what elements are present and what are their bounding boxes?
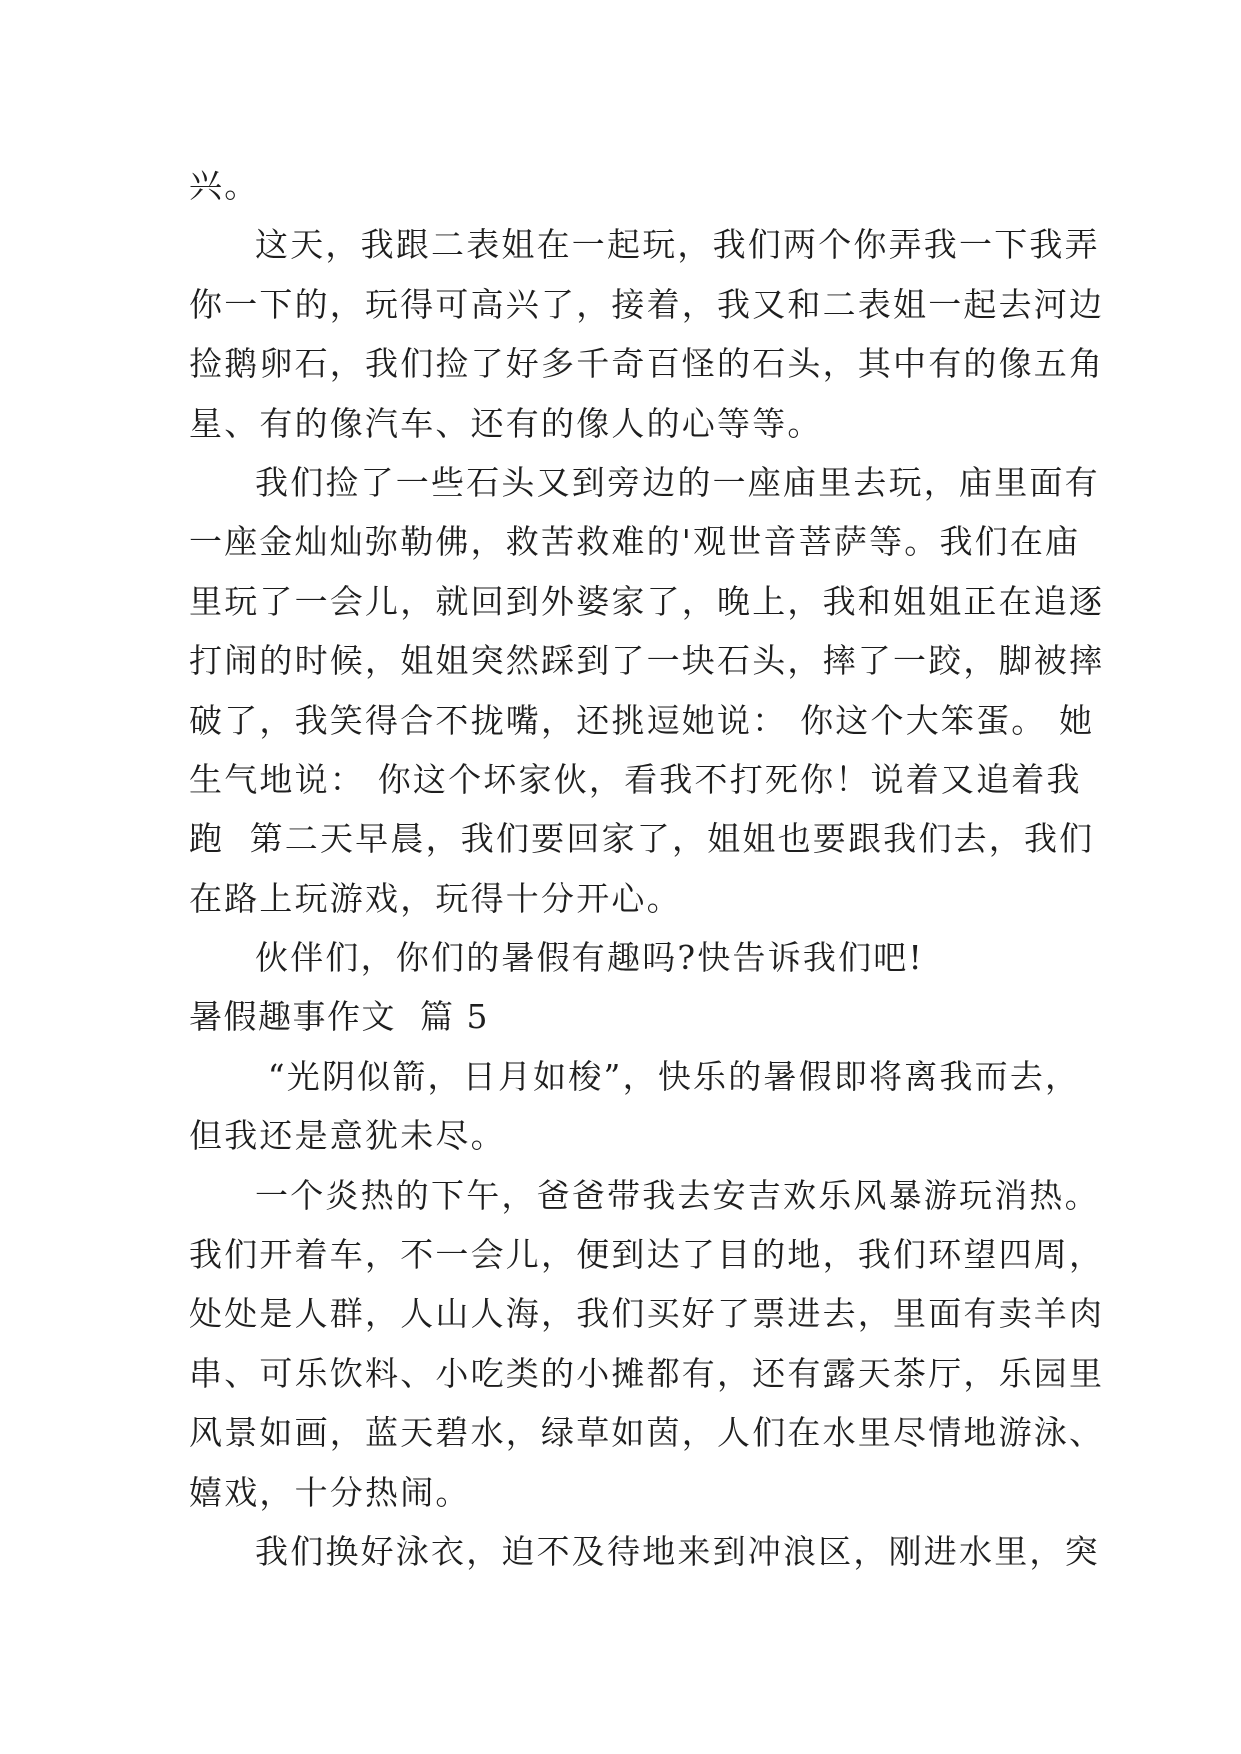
text-line: 跑 第二天早晨，我们要回家了，姐姐也要跟我们去，我们 [189, 819, 1095, 859]
text-line: 在路上玩游戏，玩得十分开心。 [189, 878, 682, 918]
text-line: 破了，我笑得合不拢嘴，还挑逗她说： 你这个大笨蛋。 她 [189, 700, 1095, 740]
paragraph-start: 我们捡了一些石头又到旁边的一座庙里去玩，庙里面有 [255, 462, 1100, 502]
text-line: 处处是人群，人山人海，我们买好了票进去，里面有卖羊肉 [189, 1294, 1105, 1334]
text-line: 兴。 [189, 166, 260, 205]
text-line: 嬉戏，十分热闹。 [189, 1472, 471, 1512]
text-line: 串、可乐饮料、小吃类的小摊都有，还有露天茶厅，乐园里 [189, 1353, 1105, 1393]
text-line: 捡鹅卵石，我们捡了好多千奇百怪的石头，其中有的像五角 [189, 344, 1105, 384]
document-body [189, 156, 1105, 1581]
text-line: 星、有的像汽车、还有的像人的心等等。 [189, 403, 823, 443]
text-line: 一座金灿灿弥勒佛，救苦救难的'观世音菩萨等。我们在庙 [189, 522, 1081, 562]
text-line: 我们开着车，不一会儿，便到达了目的地，我们环望四周， [189, 1235, 1105, 1275]
paragraph-start: 伙伴们，你们的暑假有趣吗?快告诉我们吧! [255, 938, 924, 978]
paragraph-start: 这天，我跟二表姐在一起玩，我们两个你弄我一下我弄 [255, 225, 1100, 265]
paragraph-start: “光阴似箭，日月如梭”，快乐的暑假即将离我而去， [255, 1056, 1081, 1096]
paragraph-start: 一个炎热的下午，爸爸带我去安吉欢乐风暴游玩消热。 [255, 1175, 1100, 1215]
text-line: 风景如画，蓝天碧水，绿草如茵，人们在水里尽情地游泳、 [189, 1413, 1105, 1453]
paragraph-start: 我们换好泳衣，迫不及待地来到冲浪区，刚进水里，突 [255, 1531, 1100, 1571]
text-line: 生气地说： 你这个坏家伙，看我不打死你！说着又追着我 [189, 759, 1082, 799]
text-line: 里玩了一会儿，就回到外婆家了，晚上，我和姐姐正在追逐 [189, 581, 1105, 621]
text-line: 打闹的时候，姐姐突然踩到了一块石头，摔了一跤，脚被摔 [189, 641, 1105, 681]
text-line: 但我还是意犹未尽。 [189, 1116, 506, 1156]
section-heading: 暑假趣事作文 篇 5 [189, 997, 489, 1037]
text-line: 你一下的，玩得可高兴了，接着，我又和二表姐一起去河边 [189, 284, 1105, 324]
